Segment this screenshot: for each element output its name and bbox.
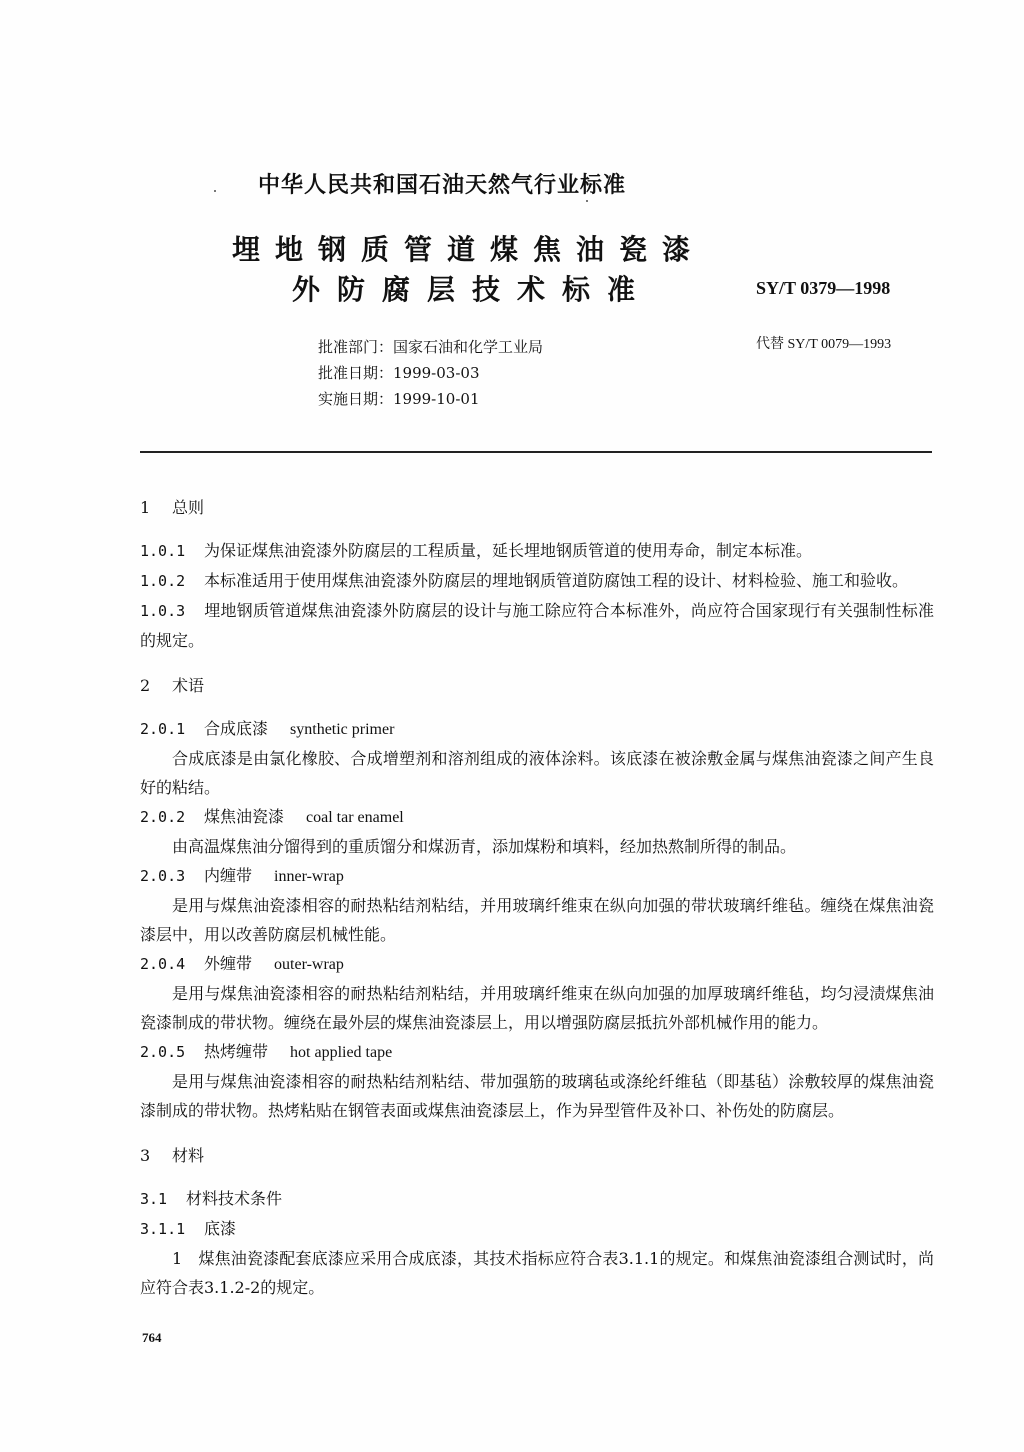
section-heading: [140, 1141, 934, 1170]
approval-date: 批准日期：1999-03-03: [318, 364, 480, 382]
term-english: coal tar enamel: [306, 809, 404, 826]
clause-number: 1.0.1: [140, 542, 186, 560]
issuing-organization: 中华人民共和国石油天然气行业标准: [258, 173, 627, 198]
section-number: 3: [140, 1146, 151, 1165]
clause-text: 为保证煤焦油瓷漆外防腐层的工程质量，延长埋地钢质管道的使用寿命，制定本标准。: [204, 541, 813, 560]
section-heading: [140, 493, 934, 522]
term-heading: [140, 1037, 934, 1067]
term-english: hot applied tape: [290, 1044, 393, 1061]
clause-number: 2.0.4: [140, 955, 186, 973]
standard-code: SY/T 0379—1998: [756, 278, 891, 298]
term-definition: 是用与煤焦油瓷漆相容的耐热粘结剂粘结，并用玻璃纤维束在纵向加强的带状玻璃纤维毡。缠绕在煤焦油瓷漆层中，用以改善防腐层机械性能。: [140, 896, 934, 944]
clause-text: 埋地钢质管道煤焦油瓷漆外防腐层的设计与施工除应符合本标准外，尚应符合国家现行有关强制性标准的规定。: [140, 601, 934, 650]
clause-number: 2.0.5: [140, 1043, 186, 1061]
subsection-title: 材料技术条件: [186, 1189, 283, 1208]
clause: [140, 536, 934, 566]
clause-number: 1.0.3: [140, 602, 186, 620]
term-heading: [140, 861, 934, 891]
term-heading: [140, 714, 934, 744]
section-number: 2: [140, 676, 151, 695]
replaces-standard: 代替 SY/T 0079—1993: [756, 337, 892, 352]
term-chinese: 内缠带: [204, 866, 253, 885]
clause-number: 2.0.2: [140, 808, 186, 826]
term-chinese: 外缠带: [204, 954, 253, 973]
scan-speck: [214, 190, 216, 192]
subsection-number: 3.1: [140, 1190, 168, 1208]
term-chinese: 合成底漆: [204, 719, 269, 738]
term-heading: [140, 802, 934, 832]
section-number: 1: [140, 498, 151, 517]
subsection-heading: [140, 1214, 934, 1244]
term-chinese: 煤焦油瓷漆: [204, 807, 285, 826]
section-heading: [140, 671, 934, 700]
subsection-heading: [140, 1184, 934, 1214]
scan-speck: [586, 200, 588, 202]
document-title-line2: 外防腐层技术标准: [292, 273, 653, 306]
clause-number: 1.0.2: [140, 572, 186, 590]
term-definition: 是用与煤焦油瓷漆相容的耐热粘结剂粘结、带加强筋的玻璃毡或涤纶纤维毡（即基毡）涂敷较厚的煤焦油瓷漆制成的带状物。热烤粘贴在钢管表面或煤焦油瓷漆层上，作为异型管件及补口、补伤处的防腐层。: [140, 1072, 934, 1120]
clause-number: 2.0.3: [140, 867, 186, 885]
approval-department: 批准部门：国家石油和化学工业局: [318, 338, 544, 356]
term-english: inner-wrap: [274, 868, 344, 885]
term-definition: 合成底漆是由氯化橡胶、合成增塑剂和溶剂组成的液体涂料。该底漆在被涂敷金属与煤焦油瓷漆之间产生良好的粘结。: [140, 749, 934, 797]
term-heading: [140, 949, 934, 979]
subsection-number: 3.1.1: [140, 1220, 186, 1238]
term-definition: 由高温煤焦油分馏得到的重质馏分和煤沥青，添加煤粉和填料，经加热熬制所得的制品。: [172, 837, 797, 856]
effective-date: 实施日期：1999-10-01: [318, 390, 480, 408]
document-body: [140, 493, 934, 1302]
section-title: 材料: [172, 1146, 205, 1165]
page-number: 764: [142, 1330, 162, 1345]
approval-block: [318, 334, 543, 412]
clause: [140, 566, 934, 596]
document-title-line1: 埋地钢质管道煤焦油瓷漆: [232, 233, 706, 266]
term-english: outer-wrap: [274, 956, 344, 973]
clause: [140, 596, 934, 655]
term-definition: 是用与煤焦油瓷漆相容的耐热粘结剂粘结，并用玻璃纤维束在纵向加强的加厚玻璃纤维毡，均匀浸渍煤焦油瓷漆制成的带状物。缠绕在最外层的煤焦油瓷漆层上，用以增强防腐层抵抗外部机械作用的能力。: [140, 984, 934, 1032]
header-divider: [140, 451, 932, 453]
clause-text: 本标准适用于使用煤焦油瓷漆外防腐层的埋地钢质管道防腐蚀工程的设计、材料检验、施工和验收。: [204, 571, 909, 590]
term-chinese: 热烤缠带: [204, 1042, 269, 1061]
clause-number: 2.0.1: [140, 720, 186, 738]
section-title: 总则: [172, 498, 205, 517]
section-title: 术语: [172, 676, 205, 695]
list-item: 1 煤焦油瓷漆配套底漆应采用合成底漆，其技术指标应符合表3.1.1的规定。和煤焦油瓷漆组合测试时，尚应符合表3.1.2-2的规定。: [140, 1249, 934, 1297]
subsection-title: 底漆: [204, 1219, 237, 1238]
term-english: synthetic primer: [290, 721, 395, 738]
